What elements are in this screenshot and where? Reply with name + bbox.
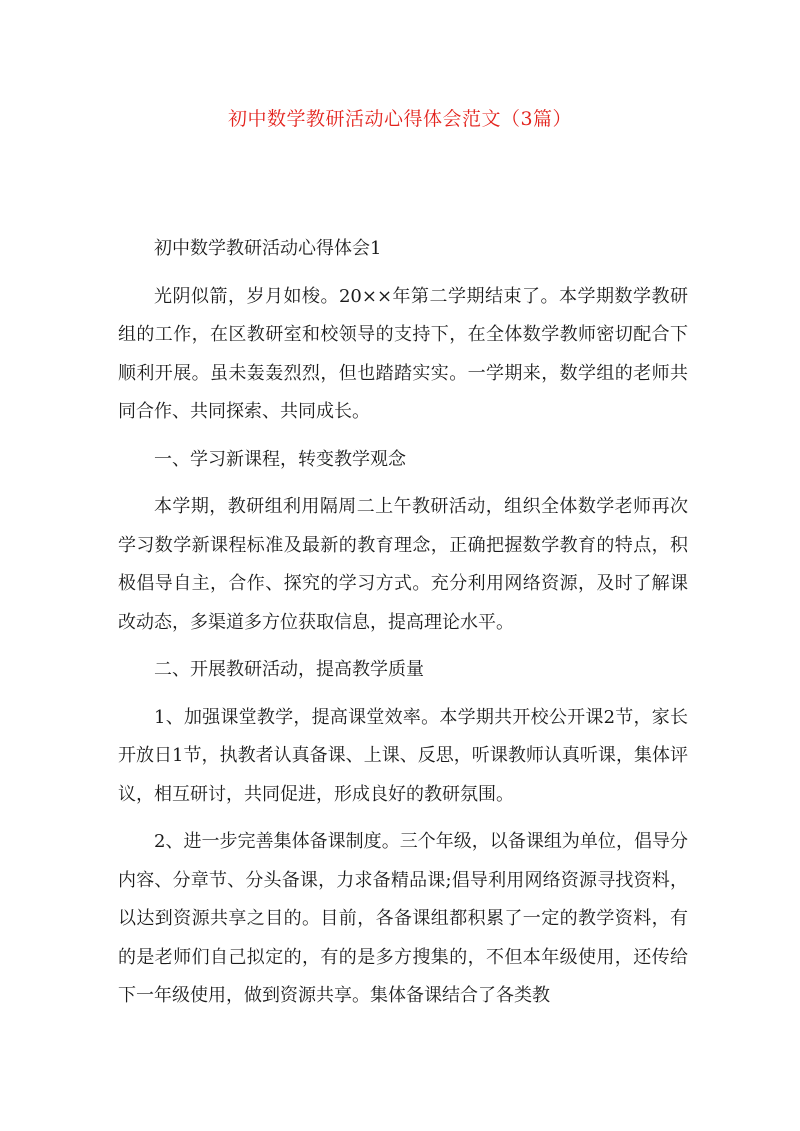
document-title: 初中数学教研活动心得体会范文（3篇） — [227, 108, 573, 130]
section-heading: 二、开展教研活动，提高教学质量 — [154, 659, 424, 680]
body-paragraph: 1、加强课堂教学，提高课堂效率。本学期共开校公开课2节，家长开放日1节，执教者认真备课、上课、反思，听课教师认真听课，集体评议，相互研讨，共同促进，形成良好的教研氛围。 — [118, 706, 688, 805]
body-paragraph: 本学期，教研组利用隔周二上午教研活动，组织全体数学老师再次学习数学新课程标准及最新的教育理念，正确把握数学教育的特点，积极倡导自主，合作、探究的学习方式。充分利用网络资源，及时了解课改动态，多渠道多方位获取信息，提高理论水平。 — [118, 496, 688, 633]
document-body — [118, 230, 688, 1025]
section-heading: 初中数学教研活动心得体会1 — [154, 238, 382, 259]
section-heading: 一、学习新课程，转变教学观念 — [154, 448, 406, 470]
body-paragraph: 2、进一步完善集体备课制度。三个年级，以备课组为单位，倡导分内容、分章节、分头备课，力求备精品课;倡导利用网络资源寻找资料，以达到资源共享之目的。目前，各备课组都积累了一定的教学资料，有的是老师们自己拟定的，有的是多方搜集的，不但本年级使用，还传给下一年级使用，做到资源共享。集体备课结合了各类教 — [118, 831, 688, 1006]
body-paragraph: 光阴似箭，岁月如梭。20××年第二学期结束了。本学期数学教研组的工作，在区教研室和校领导的支持下，在全体数学教师密切配合下顺利开展。虽未轰轰烈烈，但也踏踏实实。一学期来，数学组的老师共同合作、共同探索、共同成长。 — [118, 285, 688, 422]
